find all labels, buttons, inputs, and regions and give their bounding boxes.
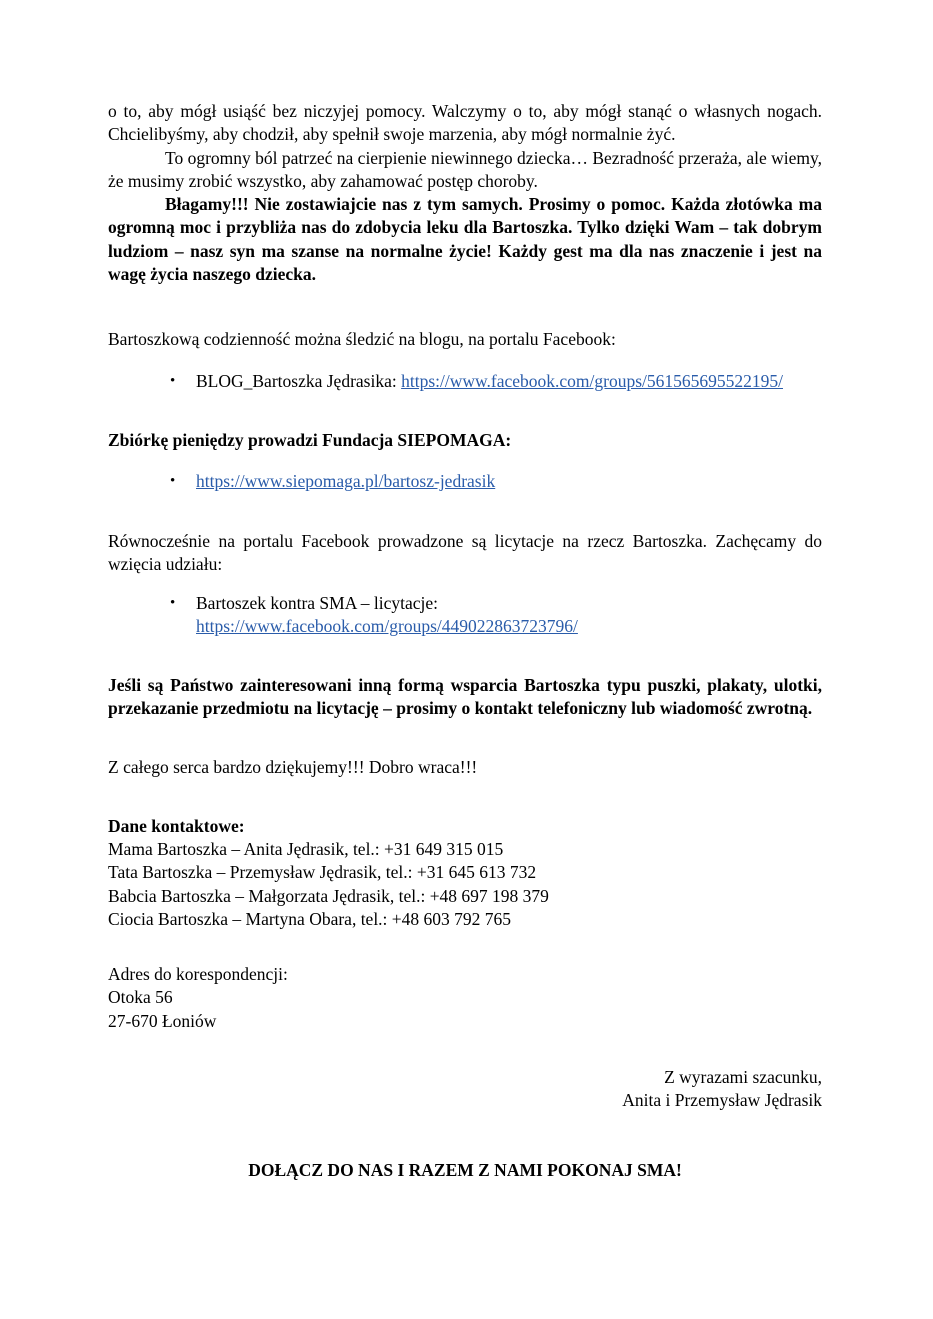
contact-line-mom: Mama Bartoszka – Anita Jędrasik, tel.: +31 649 315 015 [108, 838, 504, 859]
blog-bullet-text [196, 370, 783, 393]
bullet-icon: • [170, 372, 176, 389]
auctions-bullet-label: Bartoszek kontra SMA – licytacje: [196, 593, 439, 614]
blog-bullet-item [170, 370, 822, 393]
contact-line-grandma: Babcia Bartoszka – Małgorzata Jędrasik, tel.: +48 697 198 379 [108, 885, 549, 906]
signature-closing: Z wyrazami szacunku, [664, 1067, 822, 1088]
bullet-icon: • [170, 595, 176, 612]
bullet-icon: • [170, 473, 176, 490]
contact-line-aunt: Ciocia Bartoszka – Martyna Obara, tel.: +48 603 792 765 [108, 908, 512, 929]
address-heading: Adres do korespondencji: [108, 964, 288, 985]
paragraph-pain: To ogromny ból patrzeć na cierpienie niewinnego dziecka… Bezradność przeraża, ale wiemy, że musimy zrobić wszystko, aby zahamować postęp choroby. [108, 147, 822, 191]
auctions-bullet-text [196, 592, 822, 639]
facebook-blog-link[interactable]: https://www.facebook.com/groups/561565695522195/ [401, 370, 783, 391]
blog-bullet-label: BLOG_Bartoszka Jędrasika: [196, 370, 402, 391]
footer-slogan: DOŁĄCZ DO NAS I RAZEM Z NAMI POKONAJ SMA! [248, 1159, 682, 1180]
paragraph-other-support: Jeśli są Państwo zainteresowani inną formą wsparcia Bartoszka typu puszki, plakaty, ulotki, przekazanie przedmiotu na licytację – prosimy o kontakt telefoniczny lub wiadomość zwrotną. [108, 674, 822, 719]
paragraph-intro-continuation: o to, aby mógł usiąść bez niczyjej pomocy. Walczymy o to, aby mógł stanąć o własnych nogach. Chcielibyśmy, aby chodził, aby spełnił swoje marzenia, aby mógł normalnie żyć. [108, 101, 822, 145]
address-line-street: Otoka 56 [108, 987, 173, 1008]
siepomaga-link[interactable]: https://www.siepomaga.pl/bartosz-jedrasik [196, 471, 496, 492]
facebook-auctions-link[interactable]: https://www.facebook.com/groups/449022863723796/ [196, 616, 578, 637]
paragraph-thanks: Z całego serca bardzo dziękujemy!!! Dobro wraca!!! [108, 757, 478, 778]
contacts-heading: Dane kontaktowe: [108, 815, 245, 836]
address-line-postcode: 27-670 Łoniów [108, 1010, 217, 1031]
fundraiser-bullet-item [170, 470, 822, 493]
paragraph-plea: Błagamy!!! Nie zostawiajcie nas z tym samych. Prosimy o pomoc. Każda złotówka ma ogromną moc i przybliża nas do zdobycia leku dla Bartoszka. Tylko dzięki Wam – tak dobrym ludziom – nasz syn ma szanse na normalne życie! Każdy gest ma dla nas znaczenie i jest na wagę życia naszego dziecka. [108, 194, 822, 285]
auctions-section-heading: Równocześnie na portalu Facebook prowadzone są licytacje na rzecz Bartoszka. Zachęcamy do wzięcia udziału: [108, 530, 822, 574]
signature-names: Anita i Przemysław Jędrasik [622, 1090, 822, 1111]
fundraiser-bullet-text [196, 470, 495, 493]
contact-line-dad: Tata Bartoszka – Przemysław Jędrasik, tel.: +31 645 613 732 [108, 862, 537, 883]
blog-section-heading: Bartoszkową codzienność można śledzić na blogu, na portalu Facebook: [108, 329, 616, 350]
fundraiser-section-heading: Zbiórkę pieniędzy prowadzi Fundacja SIEPOMAGA: [108, 429, 512, 450]
auctions-bullet-item [170, 592, 822, 639]
